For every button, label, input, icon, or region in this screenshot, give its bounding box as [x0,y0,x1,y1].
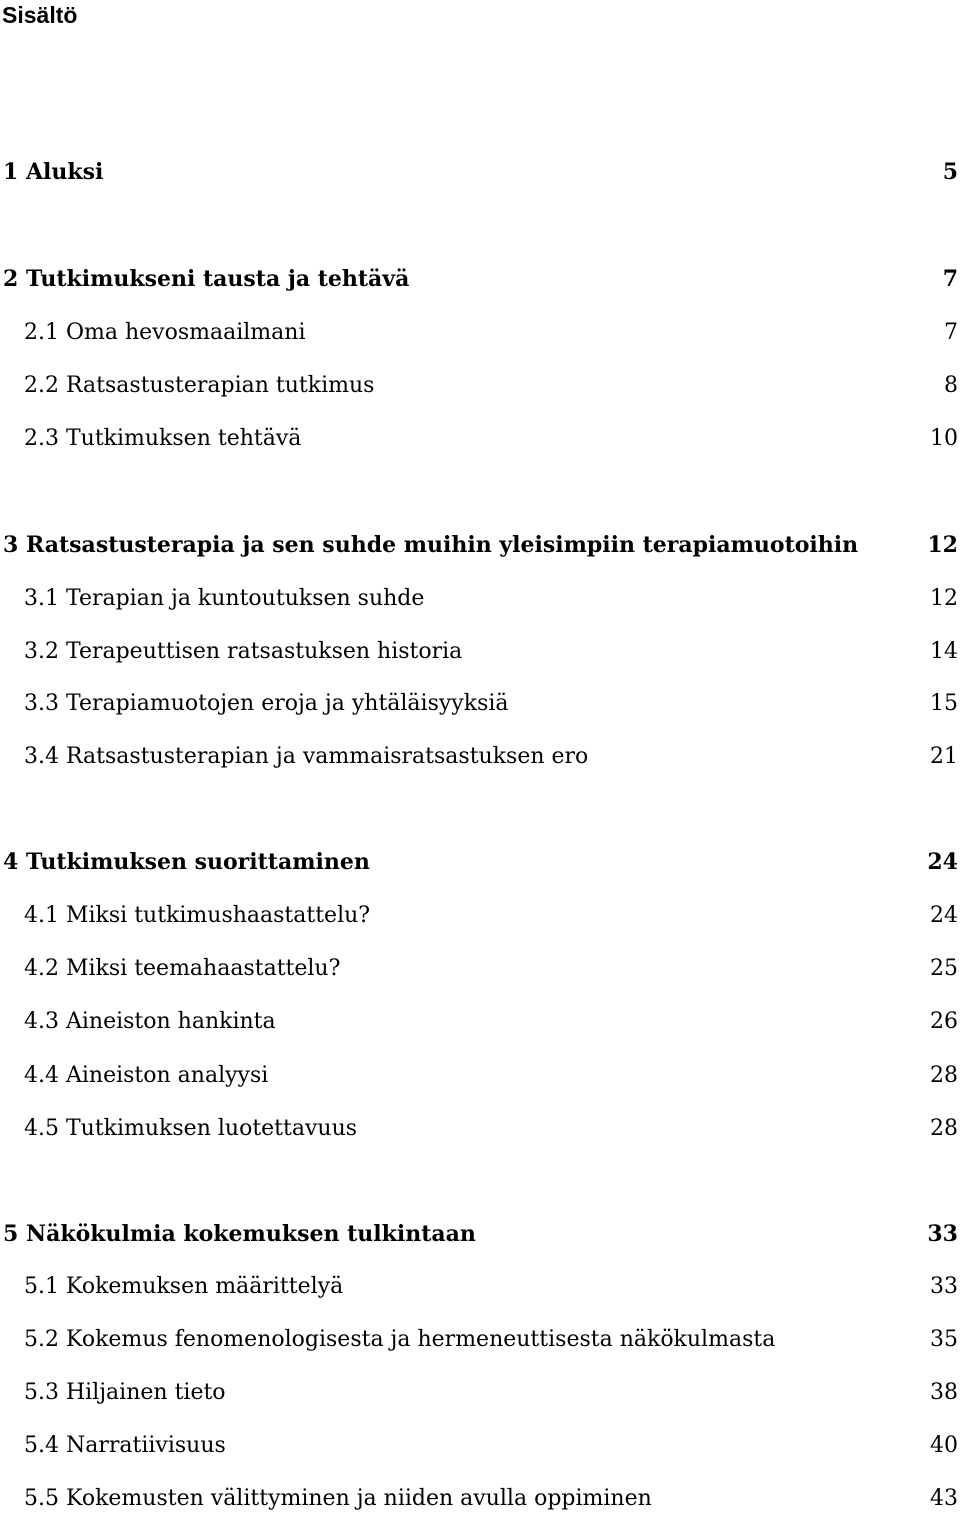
toc-entry-title: 2.3 Tutkimuksen tehtävä [24,426,302,451]
toc-entry-page: 43 [930,1486,958,1511]
toc-entry-title: 3.3 Terapiamuotojen eroja ja yhtäläisyyksiä [24,691,509,716]
toc-entry-section-4-3 [0,1007,960,1037]
toc-entry-chapter-1 [0,157,960,187]
toc-entry-title: 4.2 Miksi teemahaastattelu? [24,956,341,981]
toc-entry-section-3-4 [0,742,960,772]
toc-entry-title: 3.4 Ratsastusterapian ja vammaisratsastuksen ero [24,744,589,769]
toc-entry-title: 4 Tutkimuksen suorittaminen [3,849,370,875]
toc-entry-section-5-5 [0,1484,960,1514]
toc-entry-section-2-3 [0,424,960,454]
toc-entry-title: 3 Ratsastusterapia ja sen suhde muihin yleisimpiin terapiamuotoihin [3,532,859,558]
toc-entry-title: 5.1 Kokemuksen määrittelyä [24,1274,344,1299]
toc-entry-page: 7 [944,320,958,345]
toc-entry-title: 2.1 Oma hevosmaailmani [24,320,306,345]
toc-entry-section-3-3 [0,689,960,719]
toc-entry-title: 4.5 Tutkimuksen luotettavuus [24,1116,358,1141]
toc-entry-title: 5 Näkökulmia kokemuksen tulkintaan [3,1221,476,1247]
toc-entry-section-2-2 [0,371,960,401]
toc-entry-title: 5.3 Hiljainen tieto [24,1380,226,1405]
toc-entry-page: 24 [927,849,958,875]
toc-entry-title: 2.2 Ratsastusterapian tutkimus [24,373,375,398]
toc-entry-section-4-1 [0,901,960,931]
toc-entry-page: 26 [930,1009,958,1034]
toc-entry-chapter-2 [0,264,960,294]
toc-entry-title: 5.5 Kokemusten välittyminen ja niiden avulla oppiminen [24,1486,652,1511]
toc-entry-title: 4.3 Aineiston hankinta [24,1009,276,1034]
toc-entry-page: 14 [930,639,958,664]
toc-entry-title: 2 Tutkimukseni tausta ja tehtävä [3,266,410,292]
toc-entry-page: 24 [930,903,958,928]
toc-entry-page: 33 [930,1274,958,1299]
toc-entry-section-4-2 [0,954,960,984]
toc-entry-page: 28 [930,1116,958,1141]
toc-entry-page: 35 [930,1327,958,1352]
toc-entry-title: 1 Aluksi [3,159,104,185]
toc-entry-page: 7 [942,266,958,292]
toc-entry-title: 5.2 Kokemus fenomenologisesta ja hermeneuttisesta näkökulmasta [24,1327,776,1352]
toc-entry-chapter-5 [0,1219,960,1249]
toc-entry-page: 21 [930,744,958,769]
toc-entry-title: 3.2 Terapeuttisen ratsastuksen historia [24,639,463,664]
toc-entry-page: 8 [944,373,958,398]
toc-entry-section-5-4 [0,1431,960,1461]
toc-entry-page: 15 [930,691,958,716]
toc-entry-page: 33 [927,1221,958,1247]
toc-entry-page: 40 [930,1433,958,1458]
toc-entry-page: 25 [930,956,958,981]
toc-entry-page: 10 [930,426,958,451]
toc-entry-page: 12 [930,586,958,611]
toc-entry-section-4-4 [0,1061,960,1091]
page-title: Sisältö [2,2,78,28]
toc-entry-page: 38 [930,1380,958,1405]
toc-entry-section-3-2 [0,637,960,667]
toc-entry-section-5-1 [0,1272,960,1302]
toc-entry-title: 5.4 Narratiivisuus [24,1433,226,1458]
toc-entry-chapter-3 [0,530,960,560]
toc-entry-title: 4.4 Aineiston analyysi [24,1063,269,1088]
toc-entry-chapter-4 [0,847,960,877]
toc-entry-page: 12 [927,532,958,558]
toc-entry-section-3-1 [0,584,960,614]
toc-entry-title: 4.1 Miksi tutkimushaastattelu? [24,903,371,928]
toc-entry-page: 28 [930,1063,958,1088]
toc-entry-section-5-2 [0,1325,960,1355]
toc-entry-page: 5 [942,159,958,185]
toc-entry-title: 3.1 Terapian ja kuntoutuksen suhde [24,586,425,611]
toc-entry-section-2-1 [0,318,960,348]
toc-entry-section-4-5 [0,1114,960,1144]
toc-entry-section-5-3 [0,1378,960,1408]
